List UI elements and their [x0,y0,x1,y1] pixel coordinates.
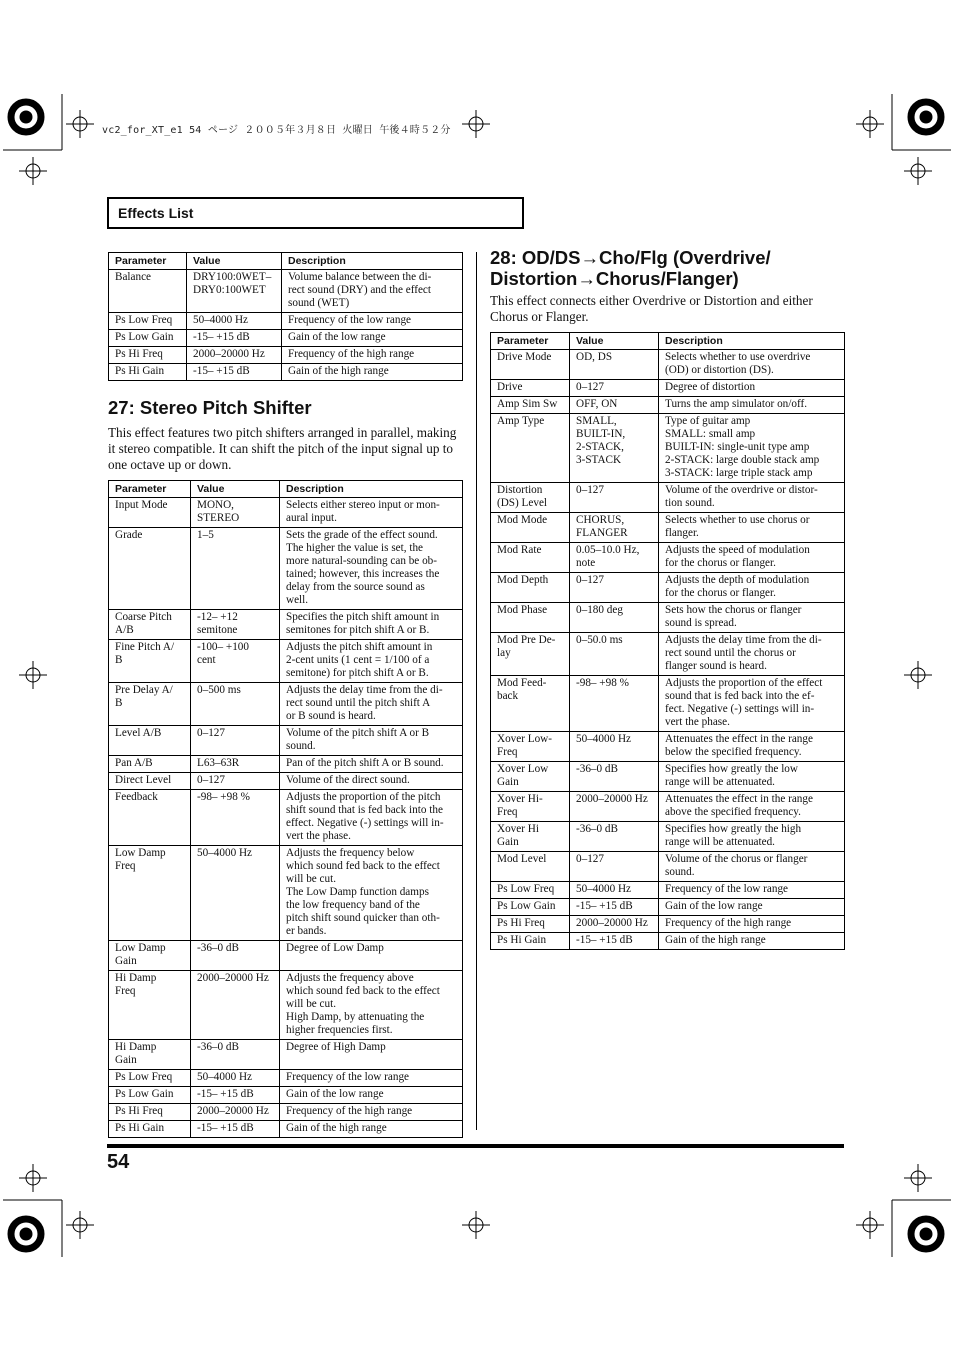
table-row [491,483,845,513]
cell-parameter: Low Damp Gain [109,941,191,971]
cell-description: Selects whether to use overdrive (OD) or distortion (DS). [659,350,845,380]
section-title: Effects List [118,205,194,221]
table-row [491,882,845,899]
table-row [491,762,845,792]
table-row [109,971,463,1040]
page-number: 54 [107,1151,130,1173]
cell-description: Adjusts the speed of modulation for the chorus or flanger. [659,543,845,573]
cell-parameter: Mod Phase [491,603,570,633]
crosshair-icon [856,1211,884,1239]
cell-description: Frequency of the low range [280,1070,463,1087]
section-title-box [107,197,524,229]
cell-value: 0–127 [570,852,659,882]
cell-parameter: Mod Feed- back [491,676,570,732]
cell-description: Selects either stereo input or mon- aural input. [280,498,463,528]
table-row [491,792,845,822]
cell-description: Adjusts the pitch shift amount in 2-cent units (1 cent = 1/100 of a semitone) for pitch shift A or B. [280,640,463,683]
cell-value: OD, DS [570,350,659,380]
cell-parameter: Distortion (DS) Level [491,483,570,513]
cell-value: -15– +15 dB [187,364,282,381]
cell-description: Turns the amp simulator on/off. [659,397,845,414]
table-row [491,380,845,397]
cell-description: Gain of the low range [280,1087,463,1104]
cell-value: 2000–20000 Hz [187,347,282,364]
cell-parameter: Fine Pitch A/ B [109,640,191,683]
table-header-row [491,333,845,350]
cell-description: Type of guitar amp SMALL: small amp BUILT-IN: single-unit type amp 2-STACK: large double stack amp 3-STACK: large triple stack amp [659,414,845,483]
od-ds-parameter-table [490,332,845,950]
crosshair-icon [856,110,884,138]
col-header-description: Description [659,333,845,350]
table-row [491,414,845,483]
cell-description: Adjusts the depth of modulation for the chorus or flanger. [659,573,845,603]
parameter-table-continued [108,252,463,381]
cell-parameter: Pan A/B [109,756,191,773]
stereo-pitch-parameter-table [108,480,463,1138]
cell-parameter: Hi Damp Freq [109,971,191,1040]
cell-parameter: Level A/B [109,726,191,756]
cell-value: 50–4000 Hz [570,732,659,762]
cell-value: -36–0 dB [191,941,280,971]
table-row [491,899,845,916]
cell-value: 50–4000 Hz [570,882,659,899]
cell-parameter: Ps Low Gain [491,899,570,916]
table-row [109,640,463,683]
cell-parameter: Amp Type [491,414,570,483]
col-header-value: Value [187,253,282,270]
table-row [109,330,463,347]
cell-parameter: Ps Hi Gain [109,364,187,381]
crosshair-icon [66,110,94,138]
cell-value: 50–4000 Hz [191,1070,280,1087]
cell-parameter: Ps Hi Gain [109,1121,191,1138]
cell-parameter: Ps Low Gain [109,1087,191,1104]
cell-value: -15– +15 dB [191,1087,280,1104]
cell-parameter: Direct Level [109,773,191,790]
cell-parameter: Coarse Pitch A/B [109,610,191,640]
od-ds-heading: 28: OD/DS→Cho/Flg (Overdrive/ Distortion→Chorus/Flanger) [490,247,771,289]
cell-value: 0–127 [570,573,659,603]
cell-value: 2000–20000 Hz [570,916,659,933]
cell-description: Adjusts the delay time from the di- rect sound until the pitch shift A or B sound is heard. [280,683,463,726]
cell-value: -15– +15 dB [191,1121,280,1138]
table-row [109,313,463,330]
cell-description: Volume of the pitch shift A or B sound. [280,726,463,756]
col-header-parameter: Parameter [109,253,187,270]
table-row [109,528,463,610]
cell-value: 0–127 [191,773,280,790]
cell-parameter: Ps Low Freq [109,1070,191,1087]
table-row [109,1087,463,1104]
crosshair-icon [462,110,490,138]
cell-description: Volume balance between the di- rect sound (DRY) and the effect sound (WET) [282,270,463,313]
cell-value: 1–5 [191,528,280,610]
crosshair-icon [462,1211,490,1239]
cell-parameter: Ps Hi Freq [109,347,187,364]
cell-parameter: Input Mode [109,498,191,528]
cell-value: 0.05–10.0 Hz, note [570,543,659,573]
cell-description: Degree of distortion [659,380,845,397]
cell-parameter: Mod Mode [491,513,570,543]
table-row [491,513,845,543]
cell-value: 0–50.0 ms [570,633,659,676]
cell-parameter: Mod Depth [491,573,570,603]
od-ds-intro: This effect connects either Overdrive or Distortion and either Chorus or Flanger. [490,293,813,324]
table-header-row [109,253,463,270]
cell-value: -15– +15 dB [187,330,282,347]
cell-value: -12– +12 semitone [191,610,280,640]
cell-parameter: Hi Damp Gain [109,1040,191,1070]
cell-description: Degree of Low Damp [280,941,463,971]
cell-description: Attenuates the effect in the range above the specified frequency. [659,792,845,822]
cell-parameter: Feedback [109,790,191,846]
cell-description: Frequency of the high range [659,916,845,933]
table-row [109,790,463,846]
col-header-value: Value [191,481,280,498]
crosshair-icon [19,661,47,689]
cell-value: -36–0 dB [191,1040,280,1070]
cell-parameter: Ps Hi Gain [491,933,570,950]
cell-description: Specifies how greatly the high range will be attenuated. [659,822,845,852]
cell-parameter: Low Damp Freq [109,846,191,941]
cell-description: Frequency of the low range [282,313,463,330]
cell-parameter: Drive Mode [491,350,570,380]
table-row [109,756,463,773]
cell-value: -98– +98 % [191,790,280,846]
cell-parameter: Xover Hi Gain [491,822,570,852]
cell-description: Gain of the high range [659,933,845,950]
cell-value: 0–500 ms [191,683,280,726]
table-row [109,347,463,364]
print-header: vc2_for_XT_e1 54 ページ ２００５年３月８日 火曜日 午後４時５２分 [102,125,451,136]
col-header-description: Description [280,481,463,498]
cell-value: -36–0 dB [570,762,659,792]
cell-parameter: Xover Low- Freq [491,732,570,762]
cell-value: 2000–20000 Hz [570,792,659,822]
cell-description: Gain of the low range [659,899,845,916]
footer-rule [107,1144,844,1148]
cell-parameter: Pre Delay A/ B [109,683,191,726]
cell-value: 2000–20000 Hz [191,1104,280,1121]
cell-value: 2000–20000 Hz [191,971,280,1040]
cell-parameter: Drive [491,380,570,397]
cell-parameter: Ps Hi Freq [109,1104,191,1121]
registration-target-icon [8,1216,44,1252]
cell-description: Attenuates the effect in the range below the specified frequency. [659,732,845,762]
cell-parameter: Ps Hi Freq [491,916,570,933]
cell-value: -15– +15 dB [570,899,659,916]
crosshair-icon [904,1164,932,1192]
cell-parameter: Grade [109,528,191,610]
col-header-parameter: Parameter [109,481,191,498]
table-row [491,822,845,852]
cell-value: 50–4000 Hz [191,846,280,941]
cell-value: OFF, ON [570,397,659,414]
col-header-description: Description [282,253,463,270]
cell-value: CHORUS, FLANGER [570,513,659,543]
table-header-row [109,481,463,498]
table-row [109,941,463,971]
stereo-pitch-heading: 27: Stereo Pitch Shifter [108,397,312,418]
cell-description: Gain of the high range [282,364,463,381]
cell-value: SMALL, BUILT-IN, 2-STACK, 3-STACK [570,414,659,483]
cell-description: Gain of the low range [282,330,463,347]
cell-value: -98– +98 % [570,676,659,732]
table-row [109,846,463,941]
cell-description: Frequency of the high range [280,1104,463,1121]
table-row [491,543,845,573]
cell-value: -100– +100 cent [191,640,280,683]
cell-parameter: Xover Low Gain [491,762,570,792]
cell-description: Adjusts the proportion of the pitch shift sound that is fed back into the effect. Negative (-) settings will in- vert the phase. [280,790,463,846]
table-row [491,933,845,950]
cell-parameter: Balance [109,270,187,313]
cell-description: Volume of the direct sound. [280,773,463,790]
table-row [491,676,845,732]
cell-value: -15– +15 dB [570,933,659,950]
table-row [491,732,845,762]
table-row [109,683,463,726]
table-row [491,350,845,380]
cell-description: Specifies the pitch shift amount in semitones for pitch shift A or B. [280,610,463,640]
crosshair-icon [904,157,932,185]
cell-description: Frequency of the high range [282,347,463,364]
cell-parameter: Ps Low Freq [491,882,570,899]
column-divider [476,252,477,1130]
cell-value: 0–127 [191,726,280,756]
cell-description: Degree of High Damp [280,1040,463,1070]
cell-description: Specifies how greatly the low range will be attenuated. [659,762,845,792]
cell-value: -36–0 dB [570,822,659,852]
crosshair-icon [19,1164,47,1192]
crosshair-icon [19,157,47,185]
cell-description: Volume of the overdrive or distor- tion sound. [659,483,845,513]
registration-target-icon [8,99,44,135]
cell-value: 0–127 [570,483,659,513]
cell-description: Adjusts the frequency above which sound fed back to the effect will be cut. High Damp, by attenuating the higher frequencies first. [280,971,463,1040]
cell-description: Pan of the pitch shift A or B sound. [280,756,463,773]
cell-description: Frequency of the low range [659,882,845,899]
table-row [491,573,845,603]
cell-description: Selects whether to use chorus or flanger. [659,513,845,543]
table-row [491,397,845,414]
table-row [491,916,845,933]
registration-target-icon [908,99,944,135]
table-row [109,610,463,640]
table-row [109,270,463,313]
registration-target-icon [908,1216,944,1252]
col-header-parameter: Parameter [491,333,570,350]
cell-description: Sets the grade of the effect sound. The higher the value is set, the more natural-sounding can be ob- tained; however, this increases the delay from the source sound as well. [280,528,463,610]
table-row [491,852,845,882]
table-row [491,603,845,633]
table-row [109,1121,463,1138]
cell-parameter: Ps Low Freq [109,313,187,330]
cell-value: MONO, STEREO [191,498,280,528]
cell-description: Sets how the chorus or flanger sound is spread. [659,603,845,633]
cell-description: Adjusts the proportion of the effect sound that is fed back into the ef- fect. Negative (-) settings will in- vert the phase. [659,676,845,732]
cell-value: 50–4000 Hz [187,313,282,330]
cell-parameter: Mod Level [491,852,570,882]
table-row [109,1040,463,1070]
cell-parameter: Mod Pre De- lay [491,633,570,676]
cell-description: Adjusts the delay time from the di- rect sound until the chorus or flanger sound is heard. [659,633,845,676]
cell-value: DRY100:0WET– DRY0:100WET [187,270,282,313]
crosshair-icon [904,661,932,689]
stereo-pitch-intro: This effect features two pitch shifters arranged in parallel, making it stereo compatible. It can shift the pitch of the input signal up to one octave up or down. [108,425,457,472]
cell-description: Volume of the chorus or flanger sound. [659,852,845,882]
table-row [109,364,463,381]
cell-description: Adjusts the frequency below which sound fed back to the effect will be cut. The Low Damp function damps the low frequency band of the pitch shift sound quicker than oth- er bands. [280,846,463,941]
table-row [109,498,463,528]
cell-value: L63–63R [191,756,280,773]
cell-value: 0–180 deg [570,603,659,633]
cell-parameter: Amp Sim Sw [491,397,570,414]
cell-description: Gain of the high range [280,1121,463,1138]
table-row [109,773,463,790]
table-row [109,1070,463,1087]
cell-value: 0–127 [570,380,659,397]
cell-parameter: Xover Hi- Freq [491,792,570,822]
cell-parameter: Ps Low Gain [109,330,187,347]
crosshair-icon [66,1211,94,1239]
table-row [491,633,845,676]
table-row [109,726,463,756]
cell-parameter: Mod Rate [491,543,570,573]
col-header-value: Value [570,333,659,350]
table-row [109,1104,463,1121]
